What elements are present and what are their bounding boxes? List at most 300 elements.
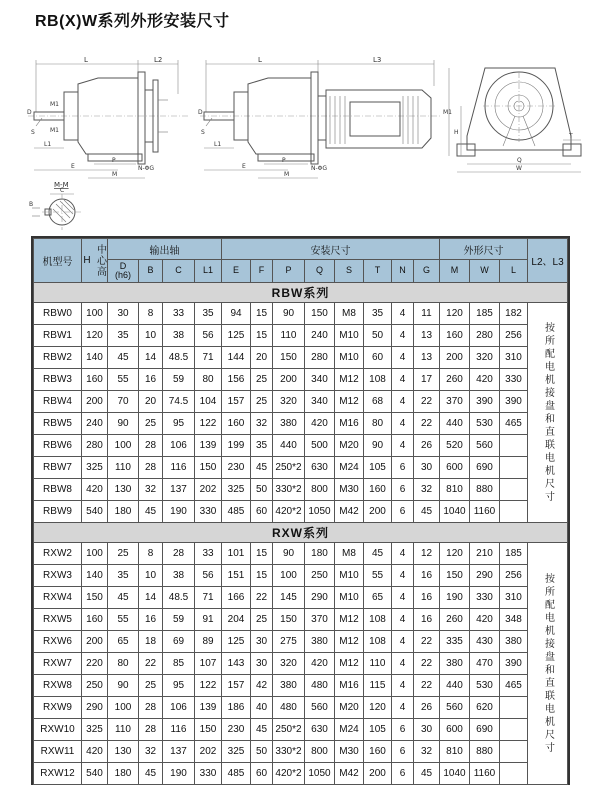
value-cell: 45	[251, 719, 273, 741]
value-cell: 250*2	[273, 457, 305, 479]
value-cell: 22	[139, 653, 163, 675]
col-header-c: C	[163, 260, 195, 283]
value-cell: 25	[139, 413, 163, 435]
value-cell: M12	[335, 631, 364, 653]
table-row	[34, 587, 568, 609]
table-row	[34, 391, 568, 413]
dim-label-NG: N-ΦG	[311, 165, 328, 172]
col-header-q: Q	[305, 260, 335, 283]
value-cell: M12	[335, 369, 364, 391]
value-cell: 485	[222, 501, 251, 523]
value-cell: 60	[251, 763, 273, 785]
value-cell: 139	[195, 697, 222, 719]
value-cell: 150	[82, 587, 108, 609]
value-cell: M20	[335, 435, 364, 457]
model-cell: RBW2	[34, 347, 82, 369]
col-header-t: T	[364, 260, 392, 283]
value-cell: 290	[470, 565, 500, 587]
value-cell: 465	[500, 413, 528, 435]
value-cell: M30	[335, 479, 364, 501]
value-cell: 335	[440, 631, 470, 653]
value-cell: 60	[364, 347, 392, 369]
value-cell: 190	[440, 587, 470, 609]
model-cell: RXW7	[34, 653, 82, 675]
value-cell: 28	[163, 543, 195, 565]
value-cell: 110	[108, 719, 139, 741]
value-cell: 140	[82, 565, 108, 587]
value-cell: 156	[222, 369, 251, 391]
value-cell: M16	[335, 675, 364, 697]
value-cell: 13	[414, 347, 440, 369]
dim-label-D: D	[27, 109, 32, 116]
value-cell: 185	[470, 303, 500, 325]
value-cell: 202	[195, 741, 222, 763]
value-cell: 108	[364, 631, 392, 653]
table-row	[34, 303, 568, 325]
value-cell: 71	[195, 347, 222, 369]
value-cell: 16	[414, 565, 440, 587]
dim-label-P: P	[112, 157, 116, 164]
col-header-l2l3: L2、L3	[528, 239, 568, 283]
value-cell: 105	[364, 719, 392, 741]
value-cell: M10	[335, 325, 364, 347]
value-cell: 310	[500, 587, 528, 609]
value-cell: 4	[392, 609, 414, 631]
value-cell: 290	[305, 587, 335, 609]
model-cell: RXW8	[34, 675, 82, 697]
value-cell: 100	[82, 303, 108, 325]
value-cell: 4	[392, 347, 414, 369]
value-cell: 340	[305, 369, 335, 391]
value-cell: 38	[163, 565, 195, 587]
value-cell: 45	[364, 543, 392, 565]
value-cell: 30	[414, 719, 440, 741]
dim-label-Q: Q	[517, 157, 522, 164]
value-cell: 45	[414, 763, 440, 785]
value-cell: 690	[470, 457, 500, 479]
value-cell: 26	[414, 697, 440, 719]
value-cell: 4	[392, 391, 414, 413]
value-cell: 151	[222, 565, 251, 587]
value-cell: 22	[414, 653, 440, 675]
value-cell: 330*2	[273, 479, 305, 501]
dim-label-H: H	[454, 129, 459, 136]
value-cell: 32	[139, 741, 163, 763]
value-cell: 65	[108, 631, 139, 653]
value-cell: 110	[108, 457, 139, 479]
col-header-s: S	[335, 260, 364, 283]
value-cell	[500, 763, 528, 785]
value-cell: 15	[251, 303, 273, 325]
value-cell: 104	[195, 391, 222, 413]
value-cell: 380	[500, 631, 528, 653]
value-cell: 150	[195, 457, 222, 479]
value-cell: 60	[251, 501, 273, 523]
value-cell: 22	[414, 631, 440, 653]
dim-label-E: E	[71, 163, 75, 170]
value-cell: 107	[195, 653, 222, 675]
value-cell: 190	[163, 763, 195, 785]
model-cell: RBW6	[34, 435, 82, 457]
dim-label-L1: L1	[214, 141, 222, 148]
value-cell: 90	[364, 435, 392, 457]
col-group-overall: 外形尺寸	[440, 239, 528, 260]
value-cell: 160	[364, 741, 392, 763]
value-cell: 120	[82, 325, 108, 347]
value-cell: 130	[108, 741, 139, 763]
value-cell: 185	[500, 543, 528, 565]
drawing-reducer-side-view	[26, 56, 194, 182]
value-cell: 200	[440, 347, 470, 369]
value-cell: 320	[273, 391, 305, 413]
section-title: RBW系列	[34, 283, 568, 303]
dim-label-NG: N-ΦG	[138, 165, 155, 172]
value-cell: 45	[251, 457, 273, 479]
value-cell: 6	[392, 763, 414, 785]
value-cell: 200	[364, 501, 392, 523]
value-cell: 6	[392, 741, 414, 763]
value-cell: 16	[139, 369, 163, 391]
value-cell	[500, 741, 528, 763]
dim-label-L: L	[258, 56, 262, 64]
value-cell: 22	[414, 675, 440, 697]
value-cell: 230	[222, 457, 251, 479]
section-note: 按所配电机接盘和直联电机尺寸	[528, 543, 568, 785]
col-header-d-tolerance: (h6)	[114, 270, 131, 280]
value-cell: 340	[305, 391, 335, 413]
value-cell: 50	[251, 741, 273, 763]
col-header-f: F	[251, 260, 273, 283]
value-cell: 6	[392, 501, 414, 523]
value-cell: 380	[440, 653, 470, 675]
value-cell: 122	[195, 413, 222, 435]
value-cell: 210	[470, 543, 500, 565]
value-cell: 100	[273, 565, 305, 587]
value-cell: 80	[364, 413, 392, 435]
value-cell: 56	[195, 325, 222, 347]
value-cell: 370	[305, 609, 335, 631]
value-cell: 120	[440, 543, 470, 565]
model-cell: RBW0	[34, 303, 82, 325]
header-row-columns	[34, 260, 568, 283]
value-cell: 110	[273, 325, 305, 347]
model-cell: RBW5	[34, 413, 82, 435]
value-cell: 250	[82, 675, 108, 697]
value-cell: M42	[335, 763, 364, 785]
value-cell: 65	[364, 587, 392, 609]
value-cell: 45	[414, 501, 440, 523]
value-cell: 256	[500, 325, 528, 347]
value-cell: 35	[251, 435, 273, 457]
value-cell: 480	[273, 697, 305, 719]
value-cell: M8	[335, 543, 364, 565]
model-cell: RXW2	[34, 543, 82, 565]
value-cell: 94	[222, 303, 251, 325]
value-cell: 160	[364, 479, 392, 501]
value-cell: M30	[335, 741, 364, 763]
value-cell: 160	[440, 325, 470, 347]
value-cell: 45	[108, 587, 139, 609]
value-cell: 69	[163, 631, 195, 653]
value-cell: 100	[82, 543, 108, 565]
value-cell	[500, 501, 528, 523]
value-cell: 290	[82, 697, 108, 719]
value-cell: 157	[222, 391, 251, 413]
value-cell: M12	[335, 653, 364, 675]
dim-label-T: T	[569, 133, 573, 140]
value-cell: 48.5	[163, 587, 195, 609]
value-cell: 202	[195, 479, 222, 501]
table-row	[34, 719, 568, 741]
header-row-groups	[34, 239, 568, 260]
value-cell: 1040	[440, 501, 470, 523]
value-cell: 1040	[440, 763, 470, 785]
value-cell: 125	[222, 631, 251, 653]
value-cell: 15	[251, 543, 273, 565]
value-cell: M8	[335, 303, 364, 325]
technical-drawings	[0, 52, 600, 234]
value-cell	[500, 719, 528, 741]
value-cell: 91	[195, 609, 222, 631]
value-cell: 100	[108, 697, 139, 719]
col-header-d	[108, 260, 139, 283]
value-cell: 35	[108, 565, 139, 587]
value-cell: 115	[364, 675, 392, 697]
value-cell: 6	[392, 479, 414, 501]
value-cell: 42	[251, 675, 273, 697]
value-cell: 38	[163, 325, 195, 347]
col-group-mounting: 安装尺寸	[222, 239, 440, 260]
value-cell: 200	[273, 369, 305, 391]
table-row	[34, 565, 568, 587]
value-cell: 90	[108, 413, 139, 435]
dim-label-M: M	[112, 171, 118, 178]
value-cell: 160	[222, 413, 251, 435]
table-row	[34, 369, 568, 391]
value-cell: 22	[251, 587, 273, 609]
value-cell: 1050	[305, 501, 335, 523]
value-cell: 380	[273, 413, 305, 435]
value-cell: 137	[163, 479, 195, 501]
dimensions-table-body	[34, 283, 568, 785]
value-cell: 10	[139, 565, 163, 587]
table-row	[34, 325, 568, 347]
value-cell: 880	[470, 479, 500, 501]
model-cell: RXW9	[34, 697, 82, 719]
model-cell: RXW4	[34, 587, 82, 609]
value-cell: 122	[195, 675, 222, 697]
value-cell: 59	[163, 369, 195, 391]
value-cell: 230	[222, 719, 251, 741]
value-cell: 15	[251, 565, 273, 587]
value-cell: 330*2	[273, 741, 305, 763]
dim-label-M: M	[284, 171, 290, 178]
value-cell: 600	[440, 457, 470, 479]
col-header-center-height: 中心高H	[82, 239, 108, 283]
table-row	[34, 479, 568, 501]
value-cell: 390	[500, 653, 528, 675]
value-cell: 71	[195, 587, 222, 609]
value-cell: M10	[335, 565, 364, 587]
value-cell: 16	[139, 609, 163, 631]
value-cell: 35	[364, 303, 392, 325]
table-row	[34, 347, 568, 369]
model-cell: RXW11	[34, 741, 82, 763]
col-header-l1: L1	[195, 260, 222, 283]
value-cell: 150	[305, 303, 335, 325]
model-cell: RBW1	[34, 325, 82, 347]
table-row	[34, 435, 568, 457]
value-cell: 50	[364, 325, 392, 347]
value-cell: 4	[392, 325, 414, 347]
value-cell: 348	[500, 609, 528, 631]
value-cell: 6	[392, 457, 414, 479]
value-cell: 145	[273, 587, 305, 609]
value-cell: 540	[82, 501, 108, 523]
col-header-g: G	[414, 260, 440, 283]
value-cell	[500, 435, 528, 457]
value-cell: 630	[305, 457, 335, 479]
model-cell: RBW4	[34, 391, 82, 413]
value-cell: 108	[364, 369, 392, 391]
dim-label-S: S	[201, 129, 205, 136]
value-cell: 390	[470, 391, 500, 413]
dim-label-B: B	[29, 201, 34, 208]
value-cell: 180	[305, 543, 335, 565]
value-cell: 30	[108, 303, 139, 325]
value-cell: 160	[82, 609, 108, 631]
drawing-reducer-motor-side-view	[198, 56, 443, 182]
value-cell: 80	[108, 653, 139, 675]
value-cell: 59	[163, 609, 195, 631]
value-cell: M12	[335, 391, 364, 413]
value-cell: 200	[364, 763, 392, 785]
value-cell: 465	[500, 675, 528, 697]
dim-label-L1: L1	[44, 141, 52, 148]
table-row	[34, 413, 568, 435]
value-cell: M10	[335, 587, 364, 609]
value-cell: 199	[222, 435, 251, 457]
value-cell: 16	[414, 587, 440, 609]
value-cell: 800	[305, 741, 335, 763]
value-cell: 330	[195, 763, 222, 785]
value-cell: 11	[414, 303, 440, 325]
value-cell: 30	[251, 631, 273, 653]
value-cell: 4	[392, 435, 414, 457]
value-cell: 380	[273, 675, 305, 697]
value-cell: M12	[335, 609, 364, 631]
value-cell: 25	[108, 543, 139, 565]
value-cell: 280	[82, 435, 108, 457]
dim-label-E: E	[242, 163, 246, 170]
value-cell: 74.5	[163, 391, 195, 413]
value-cell: M42	[335, 501, 364, 523]
value-cell: 120	[364, 697, 392, 719]
section-header-row	[34, 283, 568, 303]
value-cell: 125	[222, 325, 251, 347]
value-cell: 25	[251, 609, 273, 631]
section-label-MM: M-M	[54, 181, 69, 189]
value-cell: 15	[251, 325, 273, 347]
col-header-m: M	[440, 260, 470, 283]
value-cell: 14	[139, 347, 163, 369]
value-cell: 28	[139, 719, 163, 741]
dim-label-P: P	[282, 157, 286, 164]
value-cell: 500	[305, 435, 335, 457]
value-cell: 30	[414, 457, 440, 479]
drawing-front-view	[443, 60, 595, 180]
value-cell: 100	[108, 435, 139, 457]
value-cell: 320	[273, 653, 305, 675]
value-cell: 4	[392, 697, 414, 719]
value-cell	[500, 697, 528, 719]
value-cell: 166	[222, 587, 251, 609]
value-cell: 440	[440, 675, 470, 697]
value-cell: 600	[440, 719, 470, 741]
value-cell: M24	[335, 719, 364, 741]
table-row	[34, 501, 568, 523]
value-cell: 430	[470, 631, 500, 653]
value-cell: 144	[222, 347, 251, 369]
value-cell: 260	[440, 369, 470, 391]
value-cell: 485	[222, 763, 251, 785]
value-cell: 380	[305, 631, 335, 653]
value-cell: 33	[195, 543, 222, 565]
value-cell	[500, 479, 528, 501]
value-cell: 420	[82, 741, 108, 763]
value-cell: 16	[414, 609, 440, 631]
page-title: RB(X)W系列外形安装尺寸	[35, 13, 230, 30]
value-cell: 116	[163, 719, 195, 741]
value-cell: 32	[414, 479, 440, 501]
value-cell: 560	[440, 697, 470, 719]
value-cell: 35	[108, 325, 139, 347]
value-cell: 690	[470, 719, 500, 741]
value-cell: 106	[163, 435, 195, 457]
value-cell: 32	[414, 741, 440, 763]
model-cell: RXW10	[34, 719, 82, 741]
value-cell: 12	[414, 543, 440, 565]
value-cell: 390	[500, 391, 528, 413]
value-cell: M10	[335, 347, 364, 369]
value-cell: 28	[139, 435, 163, 457]
value-cell: 56	[195, 565, 222, 587]
value-cell: 150	[273, 347, 305, 369]
value-cell: 95	[163, 413, 195, 435]
value-cell: 32	[139, 479, 163, 501]
value-cell: 90	[108, 675, 139, 697]
dim-label-M1-top: M1	[50, 101, 59, 108]
value-cell: 180	[108, 501, 139, 523]
dimensions-table	[33, 238, 568, 785]
value-cell: 560	[470, 435, 500, 457]
value-cell: 280	[470, 325, 500, 347]
model-cell: RXW6	[34, 631, 82, 653]
value-cell: 4	[392, 543, 414, 565]
model-cell: RBW8	[34, 479, 82, 501]
value-cell: 70	[108, 391, 139, 413]
dim-label-L: L	[84, 56, 88, 64]
value-cell: 540	[82, 763, 108, 785]
value-cell: 200	[82, 631, 108, 653]
value-cell: 143	[222, 653, 251, 675]
value-cell: M16	[335, 413, 364, 435]
value-cell: 108	[364, 609, 392, 631]
model-cell: RBW3	[34, 369, 82, 391]
value-cell: 420	[82, 479, 108, 501]
value-cell: 310	[500, 347, 528, 369]
value-cell: 280	[305, 347, 335, 369]
